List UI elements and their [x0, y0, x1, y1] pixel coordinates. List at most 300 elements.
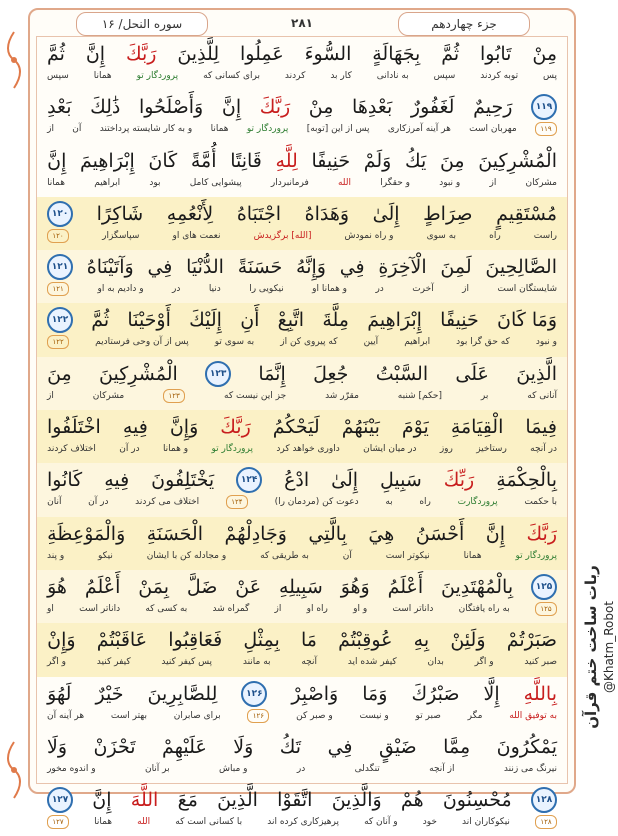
translation-text: [47, 602, 557, 616]
arabic-word: اتَّقَوْا: [277, 789, 313, 812]
arabic-word: لَهُوَ: [47, 682, 72, 705]
ayah-number-small: ۱۲۵: [535, 602, 557, 616]
arabic-word: اجْتَبَاهُ: [236, 202, 282, 225]
ayah-number-small: ۱۲۱: [47, 282, 69, 296]
translation-word: صبر کنید: [524, 657, 557, 668]
arabic-word: فِي: [327, 735, 353, 758]
arabic-word: صَبَرْتُمْ: [506, 629, 557, 652]
ayah-number: ۱۲۲: [47, 307, 73, 333]
translation-word: نیکوکاران اند: [462, 817, 510, 828]
arabic-word: بَيْنَهُمْ: [341, 416, 380, 439]
arabic-word: الْمُشْرِكِينَ: [99, 362, 178, 385]
arabic-text: [47, 361, 557, 387]
translation-text: [47, 229, 557, 243]
arabic-word: مَعَ: [177, 789, 198, 812]
arabic-word: وَهُوَ: [340, 575, 370, 598]
arabic-word: مِنْ: [532, 43, 557, 65]
translation-word: آن: [342, 550, 352, 561]
arabic-word: وَإِنَّ: [169, 416, 199, 439]
translation-word: به توفیق الله: [509, 710, 557, 721]
arabic-word: بِهِ: [413, 629, 430, 652]
translation-text: [47, 549, 557, 563]
arabic-word: كَانُوا: [47, 469, 83, 492]
translation-word: پروردگار تو: [211, 444, 253, 455]
translation-word: کار بد: [330, 71, 352, 81]
arabic-text: [47, 148, 557, 174]
verse-line: [37, 570, 567, 623]
translation-text: [47, 122, 557, 136]
arabic-word: مِنَ: [47, 362, 72, 385]
ayah-number-small: ۱۲۲: [47, 335, 69, 349]
arabic-word: يَخْتَلِفُونَ: [151, 469, 215, 492]
translation-word: همانا: [93, 71, 112, 81]
translation-text: [47, 176, 557, 190]
translation-word: به راه یافتگان: [458, 603, 510, 614]
translation-word: مقرّر شد: [325, 390, 359, 401]
arabic-word: وَأَصْلَحُوا: [139, 96, 204, 119]
translation-word: داناتر است: [79, 603, 121, 614]
translation-word: داناتر است: [392, 603, 434, 614]
translation-word: پس: [543, 71, 557, 81]
translation-word: و او: [353, 603, 368, 614]
translation-word: دعوت کن (مردمان را): [274, 497, 359, 508]
translation-word: جز این نیست که: [224, 390, 287, 401]
arabic-word: لِلَّهِ: [275, 149, 298, 172]
arabic-word: عَاقَبْتُمْ: [96, 629, 148, 652]
arabic-word: ضَلَّ: [186, 575, 218, 598]
arabic-text: [47, 681, 557, 707]
ayah-number-small: ۱۲۸: [535, 815, 557, 829]
arabic-word: ذَٰلِكَ: [90, 96, 121, 119]
translation-word: نیکوتر است: [385, 550, 430, 561]
translation-word: رستاخیز: [476, 444, 507, 455]
arabic-word: الَّذِينَ: [516, 362, 557, 385]
ayah-number-small: ۱۲۰: [47, 229, 69, 243]
arabic-word: وَالْمَوْعِظَةِ: [47, 522, 126, 545]
arabic-word: بِجَهَالَةٍ: [372, 43, 421, 65]
arabic-word: الدُّنْيَا: [186, 256, 224, 279]
translation-word: پس از این [توبه]: [306, 124, 370, 135]
arabic-word: عَنْ: [235, 575, 262, 598]
arabic-word: لَمِنَ: [440, 256, 472, 279]
arabic-text: [47, 41, 557, 67]
arabic-word: بِالَّتِي: [308, 522, 347, 545]
translation-text: [47, 815, 557, 829]
arabic-word: الصَّالِحِينَ: [485, 256, 557, 279]
watermark-title: ربات ساخت ختم قرآن: [582, 565, 600, 729]
translation-word: به طریقی که: [260, 550, 309, 561]
ayah-number: ۱۲۵: [531, 574, 557, 600]
translation-word: از: [47, 390, 54, 401]
translation-word: الله: [137, 817, 151, 828]
translation-word: همانا: [47, 177, 66, 188]
arabic-word: اللَّهَ: [130, 789, 159, 812]
translation-word: آن: [72, 124, 82, 135]
verse-line: [37, 37, 567, 90]
arabic-word: إِلَىٰ: [372, 202, 400, 225]
arabic-word: لَغَفُورٌ: [410, 96, 455, 119]
arabic-word: إِبْرَاهِيمَ: [367, 309, 422, 332]
arabic-text: [47, 201, 557, 227]
arabic-text: [47, 734, 557, 760]
translation-word: سپاسگزار: [102, 230, 140, 241]
arabic-word: مُسْتَقِيمٍ: [496, 202, 557, 225]
verse-line: [37, 730, 567, 783]
translation-word: در میان ایشان: [363, 444, 417, 455]
translation-word: در آن: [119, 444, 140, 455]
arabic-word: عَمِلُوا: [240, 43, 284, 65]
arabic-word: شَاكِرًا: [96, 202, 144, 225]
arabic-word: أَنِ: [240, 309, 260, 332]
translation-word: و آنان که: [364, 817, 398, 828]
arabic-word: أَحْسَنُ: [415, 522, 465, 545]
arabic-word: اتَّبِعْ: [277, 309, 305, 332]
arabic-word: فِيمَا: [525, 416, 557, 439]
translation-word: همانا: [463, 550, 482, 561]
translation-word: مگر: [467, 710, 483, 721]
translation-word: به کسی که: [145, 603, 188, 614]
arabic-word: بِمَنْ: [138, 575, 169, 598]
arabic-word: رَبَّكَ: [526, 522, 557, 545]
translation-word: آنان: [47, 497, 62, 508]
translation-word: پیشوایی کامل: [189, 177, 242, 188]
arabic-word: وَإِنَّهُ: [296, 256, 326, 279]
arabic-word: وَمَا: [362, 682, 388, 705]
arabic-word: وَلَئِنْ: [450, 629, 486, 652]
arabic-word: مِنَ: [439, 149, 465, 172]
translation-word: راه او: [306, 603, 328, 614]
arabic-word: رَحِيمٌ: [473, 96, 513, 119]
translation-word: و به کار شایسته پرداختند: [99, 124, 193, 135]
arabic-word: وَلَا: [47, 735, 68, 758]
translation-word: مهربان است: [469, 124, 517, 135]
translation-word: مشرکان: [525, 177, 557, 188]
ayah-number: ۱۲۳: [205, 361, 231, 387]
verse-line: [37, 410, 567, 463]
arabic-word: وَإِنْ: [47, 629, 76, 652]
arabic-word: عَلَى: [455, 362, 489, 385]
verse-line: [37, 517, 567, 570]
arabic-word: هُوَ: [47, 575, 67, 598]
arabic-word: بِالْمُهْتَدِينَ: [441, 575, 514, 598]
arabic-word: السَّبْتُ: [375, 362, 429, 385]
translation-word: در آن: [88, 497, 109, 508]
translation-text: [47, 655, 557, 669]
arabic-text: [47, 521, 557, 547]
ayah-number: ۱۱۹: [531, 94, 557, 120]
arabic-word: الْمُشْرِكِينَ: [478, 149, 557, 172]
translation-word: پس کیفر کنید: [161, 657, 213, 668]
translation-word: و اگر: [474, 657, 494, 668]
translation-word: دنیا: [208, 284, 221, 295]
verse-line: [37, 623, 567, 676]
arabic-word: لَيَحْكُمُ: [272, 416, 320, 439]
arabic-word: وَجَادِلْهُمْ: [224, 522, 287, 545]
arabic-word: لِلصَّابِرِينَ: [147, 682, 218, 705]
translation-word: خود: [422, 817, 437, 828]
translation-word: مشرکان: [92, 390, 125, 401]
translation-word: راست: [533, 230, 557, 241]
translation-word: پس از آن وحی فرستادیم: [95, 337, 189, 348]
translation-word: فرمانبردار: [270, 177, 309, 188]
translation-word: او: [47, 603, 54, 614]
translation-word: نعمت های او: [172, 230, 221, 241]
arabic-text: [47, 627, 557, 653]
arabic-word: مِمَّا: [443, 735, 471, 758]
arabic-word: فِيهِ: [122, 416, 148, 439]
ayah-number: ۱۲۸: [531, 787, 557, 813]
translation-word: از: [274, 603, 282, 614]
arabic-word: مُحْسِنُونَ: [442, 789, 512, 812]
ayah-number: ۱۲۷: [47, 787, 73, 813]
arabic-word: إِبْرَاهِيمَ: [80, 149, 135, 172]
ornament-icon: [2, 740, 26, 800]
arabic-word: تَابُوا: [480, 43, 512, 65]
verse-line: [37, 783, 567, 836]
arabic-word: مِلَّةَ: [322, 309, 349, 332]
arabic-word: أَعْلَمُ: [387, 575, 424, 598]
ayah-number-small: ۱۱۹: [535, 122, 557, 136]
translation-word: تنگدلی: [354, 763, 380, 774]
arabic-word: بِاللَّهِ: [523, 682, 557, 705]
ayah-number-small: ۱۲۴: [226, 495, 248, 509]
arabic-text: [47, 467, 557, 493]
ayah-number-small: ۱۲۳: [163, 389, 185, 403]
arabic-word: اخْتَلَفُوا: [47, 416, 101, 439]
arabic-word: أَوْحَيْنَا: [127, 309, 171, 332]
translation-word: آخرت: [412, 284, 434, 295]
translation-word: به سوی تو: [214, 337, 255, 348]
arabic-word: صَبْرُكَ: [411, 682, 460, 705]
translation-word: گمراه شد: [212, 603, 250, 614]
arabic-word: لِلَّذِينَ: [177, 43, 220, 65]
verse-line: [37, 463, 567, 516]
translation-word: نیکو: [98, 550, 113, 561]
translation-word: آنچه: [301, 657, 317, 668]
translation-word: از: [489, 177, 497, 188]
translation-text: [47, 282, 557, 296]
translation-word: از: [462, 284, 469, 295]
verse-line: [37, 90, 567, 143]
translation-word: بر آنان: [144, 763, 170, 774]
translation-word: در: [296, 763, 306, 774]
translation-word: ابراهیم: [94, 177, 121, 188]
arabic-word: صِرَاطٍ: [423, 202, 473, 225]
arabic-word: حَنِيفًا: [311, 149, 351, 172]
arabic-word: وَاصْبِرْ: [291, 682, 339, 705]
arabic-word: إِلَيْكَ: [189, 309, 222, 332]
translation-text: [47, 762, 557, 776]
arabic-word: وَمَا كَانَ: [497, 309, 557, 332]
translation-word: و مجادله کن با ایشان: [146, 550, 227, 561]
arabic-word: أَعْلَمُ: [84, 575, 121, 598]
arabic-word: ثُمَّ: [47, 43, 65, 65]
verse-line: [37, 250, 567, 303]
translation-text: [47, 335, 557, 349]
translation-text: [47, 709, 557, 723]
translation-word: و دادیم به او: [97, 284, 144, 295]
translation-word: بر: [480, 390, 489, 401]
translation-word: [الله] برگزیدش: [253, 230, 312, 241]
verse-line: [37, 303, 567, 356]
arabic-word: بِالْحِكْمَةِ: [496, 469, 557, 492]
arabic-word: السُّوءَ: [304, 43, 352, 65]
translation-word: پرهیزکاری کرده اند: [267, 817, 339, 828]
translation-word: پروردگار تو: [515, 550, 557, 561]
arabic-word: خَيْرٌ: [95, 682, 124, 705]
arabic-word: حَسَنَةً: [237, 256, 283, 279]
ayah-number: ۱۲۰: [47, 201, 73, 227]
translation-word: برای صابران: [173, 710, 221, 721]
translation-word: کیفر کنید: [96, 657, 131, 668]
arabic-word: ضَيْقٍ: [378, 735, 417, 758]
translation-word: و نیست: [359, 710, 389, 721]
ayah-number: ۱۲۱: [47, 254, 73, 280]
translation-text: [47, 69, 557, 83]
translation-word: از: [47, 124, 54, 135]
arabic-text: [47, 787, 557, 813]
translation-word: [حکم] شنبه: [397, 390, 442, 401]
translation-word: و صبر کن: [296, 710, 333, 721]
translation-word: الله: [337, 177, 352, 188]
arabic-word: سَبِيلِهِ: [278, 575, 323, 598]
translation-word: به نادانی: [376, 71, 409, 81]
arabic-word: رَبَّكَ: [125, 43, 157, 65]
arabic-word: قَانِتًا: [230, 149, 262, 172]
translation-word: و راه نمودش: [344, 230, 394, 241]
arabic-word: يَكُ: [405, 149, 427, 172]
arabic-word: بِمِثْلِ: [243, 629, 280, 652]
arabic-word: سَبِيلِ: [380, 469, 422, 492]
page-header: [36, 10, 568, 36]
arabic-word: فِي: [339, 256, 365, 279]
translation-word: به مانند: [242, 657, 271, 668]
translation-text: [47, 495, 557, 509]
arabic-word: فَعَاقِبُوا: [168, 629, 223, 652]
translation-word: نیکویی را: [249, 284, 284, 295]
arabic-word: الْآخِرَةِ: [378, 256, 427, 279]
arabic-word: إِنَّ: [92, 789, 112, 812]
arabic-word: إِلَىٰ: [331, 469, 359, 492]
translation-word: نیرنگ می زنند: [503, 763, 557, 774]
arabic-text: [47, 574, 557, 600]
arabic-word: تَكُ: [279, 735, 302, 758]
arabic-word: يَوْمَ: [401, 416, 429, 439]
arabic-word: يَمْكُرُونَ: [496, 735, 557, 758]
arabic-word: ادْعُ: [284, 469, 310, 492]
translation-word: راه: [489, 230, 501, 241]
arabic-word: فِيهِ: [104, 469, 130, 492]
translation-word: به: [385, 497, 393, 508]
translation-word: و همانا: [162, 444, 189, 455]
translation-word: راه: [419, 497, 431, 508]
translation-word: بدان: [427, 657, 444, 668]
arabic-word: إِنَّمَا: [258, 362, 286, 385]
translation-word: که پیروی کن از: [280, 337, 338, 348]
translation-word: هر آینه آمرزکاری: [387, 124, 451, 135]
ayah-number: ۱۲۴: [236, 467, 262, 493]
arabic-word: وَآتَيْنَاهُ: [86, 256, 134, 279]
verse-line: [37, 197, 567, 250]
translation-word: اختلاف می کردند: [135, 497, 200, 508]
arabic-word: إِنَّ: [221, 96, 242, 119]
translation-word: با کسانی است که: [175, 817, 243, 828]
arabic-text: [47, 307, 557, 333]
translation-word: و اگر: [47, 657, 67, 668]
translation-word: و اندوه مخور: [47, 763, 96, 774]
translation-word: با حکمت: [524, 497, 557, 508]
arabic-word: إِلَّا: [483, 682, 500, 705]
arabic-word: حَنِيفًا: [440, 309, 479, 332]
arabic-word: رَبِّكَ: [443, 469, 475, 492]
translation-word: بهتر است: [110, 710, 147, 721]
arabic-word: مِنْ: [308, 96, 334, 119]
arabic-text: [47, 414, 557, 440]
ayah-number-small: ۱۲۶: [247, 709, 269, 723]
page-number: ۲۸۱: [291, 16, 313, 30]
translation-word: سپس: [47, 71, 69, 81]
translation-word: اختلاف کردند: [47, 444, 96, 455]
arabic-word: وَهَدَاهُ: [304, 202, 350, 225]
arabic-word: عُوقِبْتُمْ: [338, 629, 393, 652]
translation-word: پروردگارت: [457, 497, 498, 508]
arabic-word: بَعْدِهَا: [352, 96, 393, 119]
translation-text: [47, 442, 557, 456]
arabic-word: ثُمَّ: [91, 309, 110, 332]
translation-word: بود: [149, 177, 161, 188]
arabic-word: ثُمَّ: [441, 43, 460, 65]
arabic-word: وَلَا: [233, 735, 254, 758]
arabic-word: إِنَّ: [47, 149, 67, 172]
arabic-word: فِي: [147, 256, 173, 279]
translation-word: در آنچه: [530, 444, 557, 455]
arabic-word: إِنَّ: [485, 522, 505, 545]
arabic-word: وَالَّذِينَ: [331, 789, 382, 812]
arabic-text: [47, 254, 557, 280]
ayah-number: ۱۲۶: [241, 681, 267, 707]
translation-word: و نبود: [439, 177, 461, 188]
translation-word: در: [375, 284, 384, 295]
arabic-word: عَلَيْهِمْ: [162, 735, 207, 758]
arabic-word: تَحْزَنْ: [93, 735, 136, 758]
translation-text: [47, 389, 557, 403]
arabic-word: جُعِلَ: [313, 362, 349, 385]
translation-word: و نبود: [535, 337, 557, 348]
translation-word: داوری خواهد کرد: [276, 444, 340, 455]
arabic-word: رَبَّكَ: [220, 416, 251, 439]
watermark-handle[interactable]: @Khatm_Robot: [602, 600, 616, 694]
translation-word: هر آینه آن: [47, 710, 85, 721]
arabic-word: وَلَمْ: [363, 149, 392, 172]
translation-word: آیین: [363, 337, 379, 348]
translation-word: و همانا او: [312, 284, 348, 295]
translation-word: در: [172, 284, 181, 295]
translation-word: کردند: [284, 71, 306, 81]
translation-word: به سوی: [426, 230, 457, 241]
juz-label: جزء چهاردهم: [398, 12, 530, 36]
arabic-word: لِأَنْعُمِهِ: [166, 202, 214, 225]
translation-word: و حقگرا: [380, 177, 410, 188]
verse-line: [37, 357, 567, 410]
arabic-word: كَانَ: [148, 149, 178, 172]
watermark: [584, 520, 614, 780]
verse-line: [37, 144, 567, 197]
arabic-word: هِيَ: [368, 522, 395, 545]
arabic-word: إِنَّ: [85, 43, 106, 65]
arabic-word: مَا: [300, 629, 317, 652]
translation-word: کیفر شده اید: [347, 657, 397, 668]
translation-word: همانا: [210, 124, 229, 135]
